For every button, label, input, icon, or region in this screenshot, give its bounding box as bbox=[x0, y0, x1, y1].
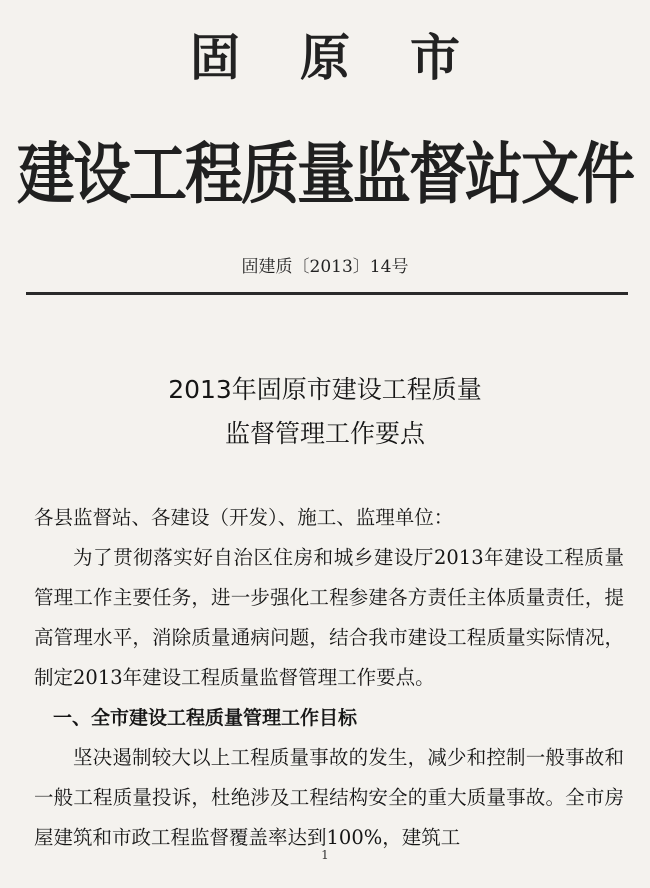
city-char-3: 市 bbox=[410, 28, 460, 87]
paragraph-goals: 坚决遏制较大以上工程质量事故的发生，减少和控制一般事故和一般工程质量投诉，杜绝涉及工程结构安全的重大质量事故。全市房屋建筑和市政工程监督覆盖率达到100%，建筑工 bbox=[34, 746, 624, 849]
section-heading-1: 一、全市建设工程质量管理工作目标 bbox=[53, 707, 358, 729]
salutation: 各县监督站、各建设（开发）、施工、监理单位： bbox=[34, 506, 454, 529]
document-body bbox=[34, 498, 624, 858]
document-title bbox=[0, 368, 650, 456]
issuer-title: 建设工程质量监督站文件 bbox=[16, 134, 633, 214]
paragraph-intro: 为了贯彻落实好自治区住房和城乡建设厅2013年建设工程质量管理工作主要任务，进一步强化工程参建各方责任主体质量责任，提高管理水平，消除质量通病问题，结合我市建设工程质量实际情况，制定2013年建设工程质量监督管理工作要点。 bbox=[34, 546, 624, 689]
city-char-1: 固 bbox=[190, 28, 240, 87]
header-divider bbox=[26, 292, 628, 295]
document-number: 固建质〔2013〕14号 bbox=[241, 257, 409, 277]
title-line-2: 监督管理工作要点 bbox=[224, 419, 425, 448]
title-line-1: 2013年固原市建设工程质量 bbox=[168, 375, 482, 404]
page-number: 1 bbox=[321, 848, 329, 862]
city-char-2: 原 bbox=[300, 28, 350, 87]
issuer-city bbox=[0, 18, 650, 90]
